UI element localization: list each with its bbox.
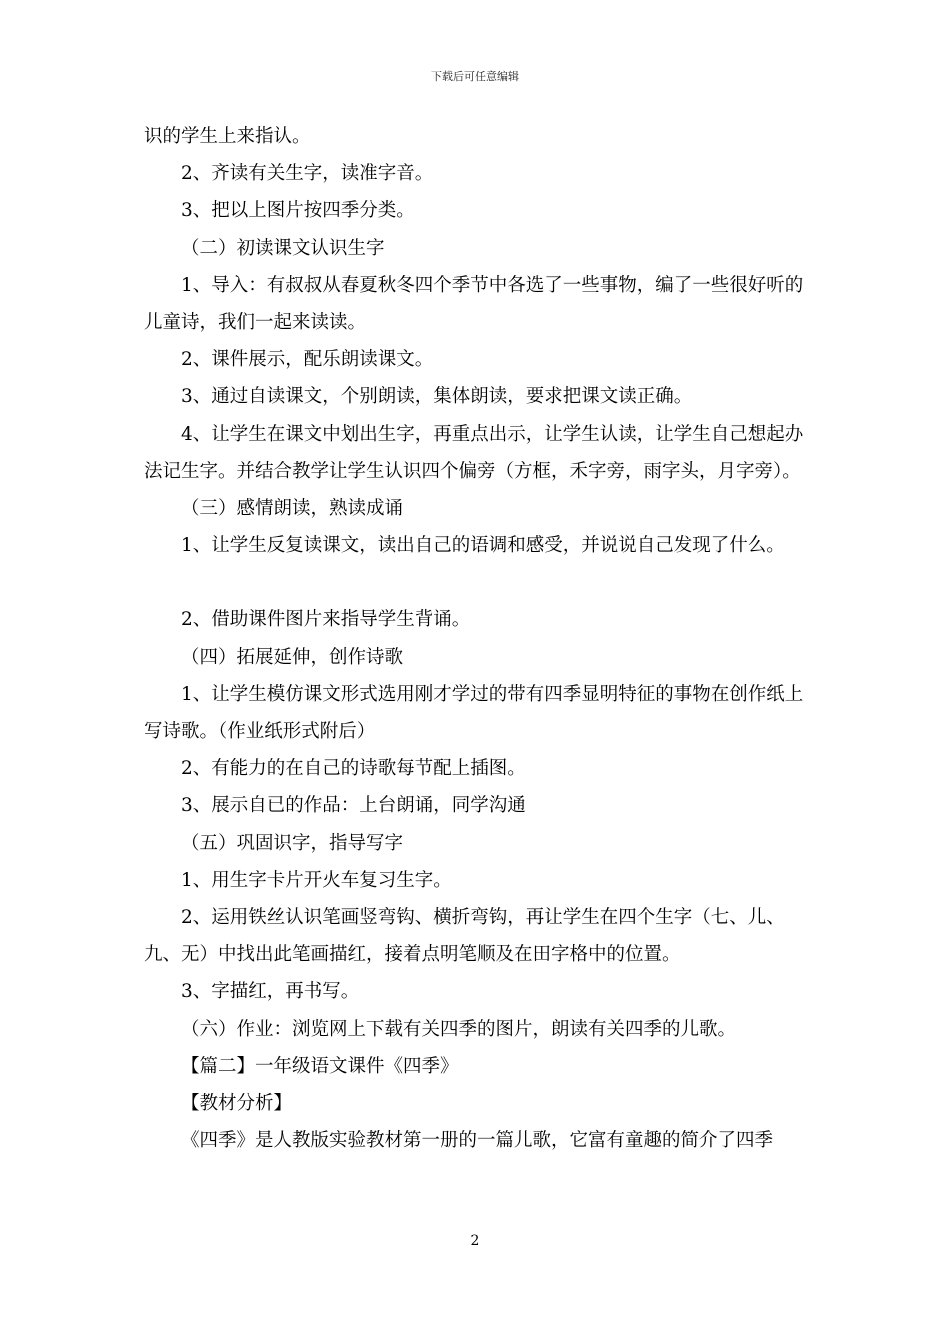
paragraph: 4、让学生在课文中划出生字，再重点出示，让学生认读，让学生自己想起办法记生字。并结合教学让学生认识四个偏旁（方框，禾字旁，雨字头，月字旁）。 — [144, 423, 804, 482]
paragraph: 2、课件展示，配乐朗读课文。 — [181, 349, 434, 371]
paragraph: 1、导入：有叔叔从春夏秋冬四个季节中各选了一些事物，编了一些很好听的儿童诗，我们一起来读读。 — [144, 274, 804, 334]
paragraph: 1、用生字卡片开火车复习生字。 — [181, 869, 452, 891]
section-heading: （六）作业：浏览网上下载有关四季的图片，朗读有关四季的儿歌。 — [181, 1018, 737, 1040]
section-heading: （五）巩固识字，指导写字 — [181, 832, 404, 854]
paragraph: 2、齐读有关生字，读准字音。 — [181, 163, 434, 185]
paragraph: 3、字描红，再书写。 — [181, 981, 360, 1003]
page-number: 2 — [470, 1233, 480, 1249]
paragraph: 3、通过自读课文，个别朗读，集体朗读，要求把课文读正确。 — [181, 386, 693, 408]
paragraph: 3、展示自已的作品：上台朗诵，同学沟通 — [181, 795, 526, 817]
paragraph: 3、把以上图片按四季分类。 — [181, 200, 415, 222]
paragraph: 2、借助课件图片来指导学生背诵。 — [181, 609, 471, 631]
paragraph: 2、有能力的在自己的诗歌每节配上插图。 — [181, 758, 526, 780]
section-heading: （四）拓展延伸，创作诗歌 — [181, 646, 404, 668]
paragraph: 1、让学生模仿课文形式选用刚才学过的带有四季显明特征的事物在创作纸上写诗歌。（作业纸形式附后） — [144, 683, 804, 743]
section-heading: 【教材分析】 — [181, 1093, 293, 1115]
section-heading: （二）初读课文认识生字 — [181, 237, 385, 259]
paragraph: 识的学生上来指认。 — [144, 126, 311, 147]
paragraph: 2、运用铁丝认识笔画竖弯钩、横折弯钩，再让学生在四个生字（七、儿、九、无）中找出此笔画描红，接着点明笔顺及在田字格中的位置。 — [144, 907, 785, 966]
section-heading: （三）感情朗读，熟读成诵 — [181, 498, 404, 520]
document-body — [144, 118, 806, 1159]
blank-line — [144, 564, 806, 601]
article-title: 【篇二】一年级语文课件《四季》 — [181, 1055, 459, 1077]
page-header: 下载后可任意编辑 — [431, 70, 519, 83]
paragraph: 《四季》是人教版实验教材第一册的一篇儿歌，它富有童趣的简介了四季 — [181, 1130, 774, 1152]
paragraph: 1、让学生反复读课文，读出自己的语调和感受，并说说自己发现了什么。 — [181, 535, 785, 557]
